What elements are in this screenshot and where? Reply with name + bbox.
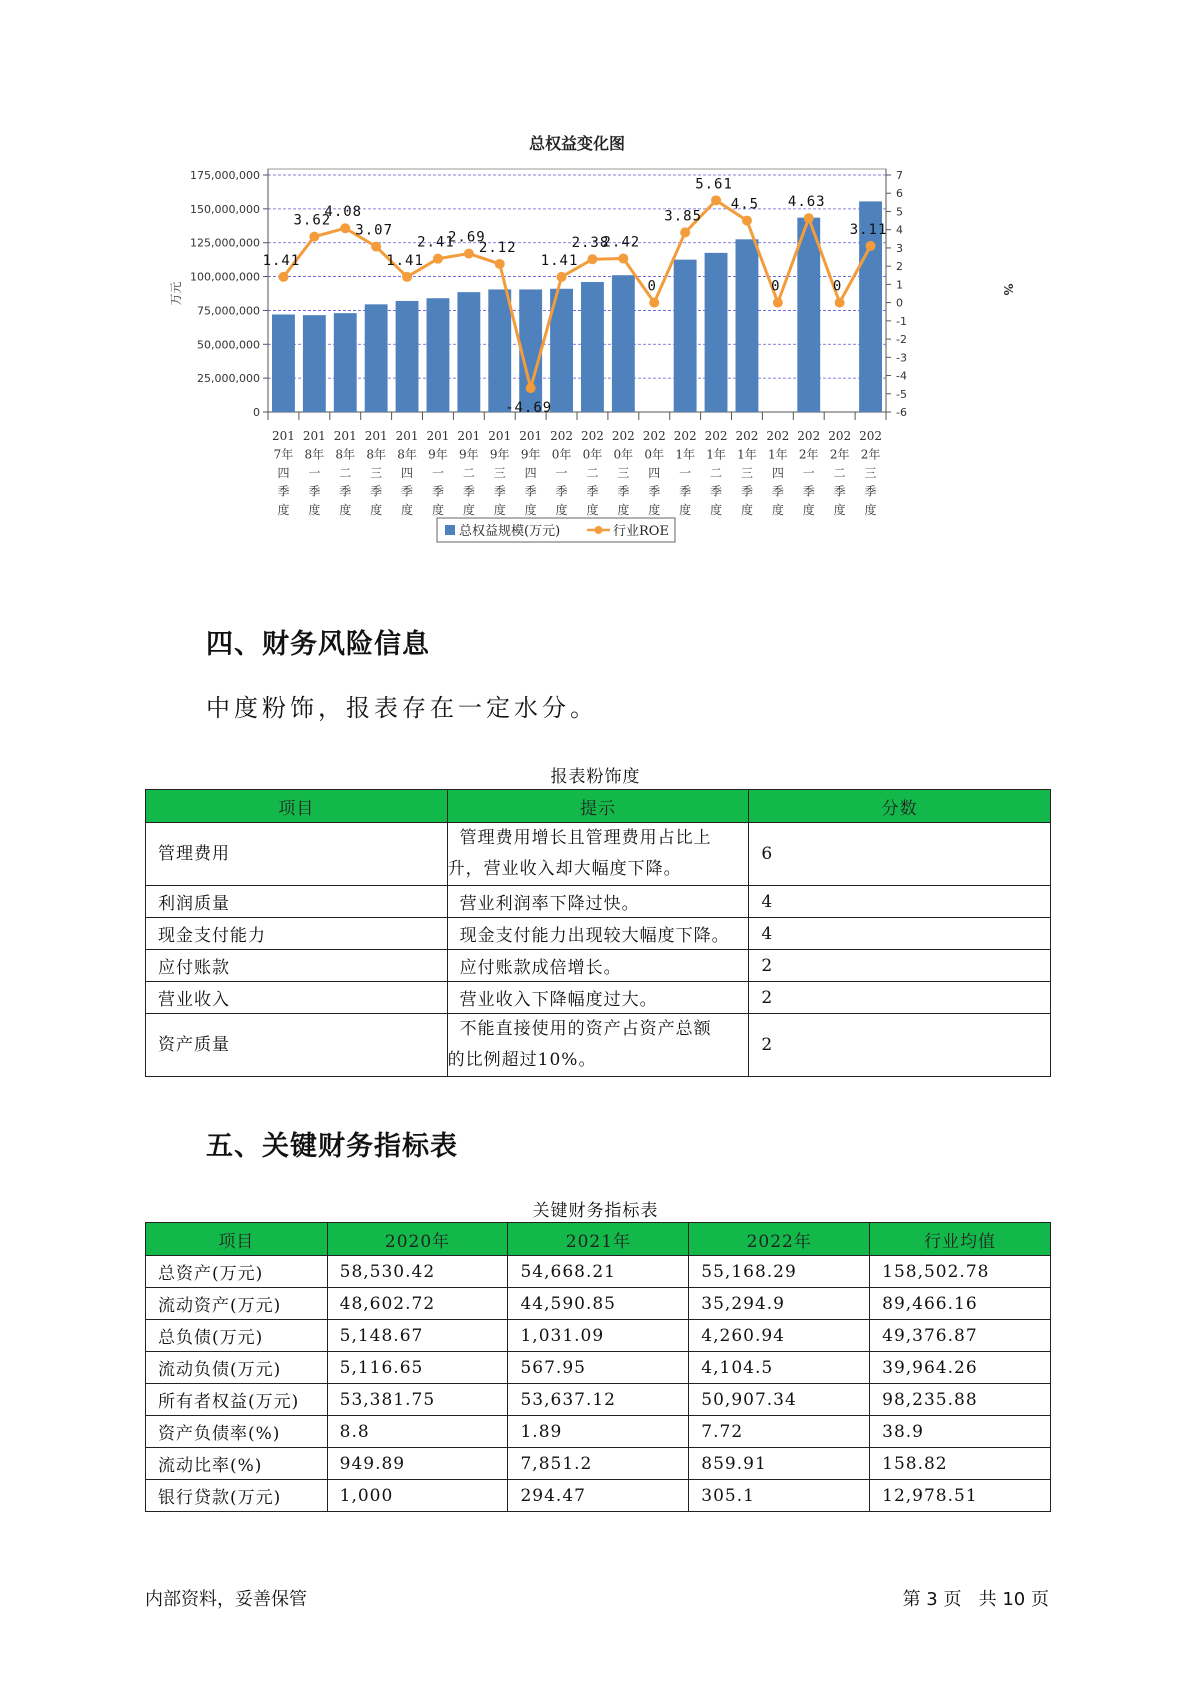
legend-line-label: 行业ROE xyxy=(613,524,669,539)
risk-hint: 营业利润率下降过快。 xyxy=(447,886,749,918)
kpi-2021: 1,031.09 xyxy=(508,1320,689,1352)
y-tick-label: 125,000,000 xyxy=(190,236,260,250)
x-tick-label: 202 xyxy=(797,429,821,443)
risk-table-caption: 报表粉饰度 xyxy=(550,767,641,787)
y-tick-label: 150,000,000 xyxy=(190,202,260,216)
x-tick-label: 度 xyxy=(524,503,537,517)
y-tick-label: 50,000,000 xyxy=(197,338,260,352)
roe-point xyxy=(309,232,319,242)
risk-header-item: 项目 xyxy=(146,790,448,823)
x-tick-label: 9年 xyxy=(489,447,510,462)
x-tick-label: 四 xyxy=(277,466,290,480)
roe-point xyxy=(680,227,690,237)
equity-bar xyxy=(272,314,295,412)
x-tick-label: 度 xyxy=(555,503,568,517)
y-tick-label: 75,000,000 xyxy=(197,304,260,318)
roe-point xyxy=(526,383,536,393)
kpi-header-2021: 2021年 xyxy=(508,1223,689,1256)
roe-data-label: 0 xyxy=(771,278,781,295)
x-tick-label: 0年 xyxy=(551,447,572,462)
x-tick-label: 202 xyxy=(673,429,697,443)
x-tick-label: 一 xyxy=(679,466,692,480)
kpi-industry: 158,502.78 xyxy=(870,1256,1051,1288)
kpi-header-item: 项目 xyxy=(146,1223,328,1256)
kpi-2022: 859.91 xyxy=(689,1448,870,1480)
kpi-industry: 12,978.51 xyxy=(870,1480,1051,1512)
risk-score: 4 xyxy=(749,918,1051,950)
risk-item: 应付账款 xyxy=(146,950,448,982)
risk-hint: 现金支付能力出现较大幅度下降。 xyxy=(447,918,749,950)
equity-chart-svg xyxy=(169,134,1015,595)
roe-point xyxy=(495,259,505,269)
x-tick-label: 8年 xyxy=(335,447,356,462)
kpi-table-body xyxy=(146,1256,1051,1512)
table-row xyxy=(146,1014,1051,1077)
chart-title: 总权益变化图 xyxy=(528,134,626,153)
risk-score: 2 xyxy=(749,982,1051,1014)
x-tick-label: 度 xyxy=(864,503,877,517)
table-row xyxy=(146,982,1051,1014)
roe-point xyxy=(773,298,783,308)
x-tick-label: 季 xyxy=(524,484,537,499)
x-tick-label: 202 xyxy=(580,429,604,443)
x-tick-label: 度 xyxy=(586,503,599,517)
table-row xyxy=(146,1256,1051,1288)
roe-data-label: 0 xyxy=(647,278,657,295)
kpi-industry: 98,235.88 xyxy=(870,1384,1051,1416)
x-tick-label: 季 xyxy=(493,484,506,499)
x-tick-label: 一 xyxy=(308,466,321,480)
x-tick-label: 8年 xyxy=(304,447,325,462)
x-tick-label: 季 xyxy=(740,484,753,499)
y2-tick-label: 5 xyxy=(896,205,903,219)
roe-point xyxy=(278,272,288,282)
y-tick-label: 175,000,000 xyxy=(190,169,260,182)
x-tick-label: 度 xyxy=(740,503,753,517)
y2-tick-label: -1 xyxy=(896,314,907,328)
x-tick-label: 季 xyxy=(710,484,723,499)
x-tick-label: 一 xyxy=(555,466,568,480)
equity-bar xyxy=(674,260,697,412)
equity-bar xyxy=(365,304,388,412)
x-tick-label: 季 xyxy=(586,484,599,499)
roe-point xyxy=(835,298,845,308)
section4-heading: 四、财务风险信息 xyxy=(206,629,430,660)
equity-bar xyxy=(705,253,728,412)
risk-score: 4 xyxy=(749,886,1051,918)
x-tick-label: 1年 xyxy=(768,447,788,462)
kpi-item: 银行贷款(万元) xyxy=(146,1480,328,1512)
x-tick-label: 201 xyxy=(457,429,481,443)
roe-point xyxy=(866,241,876,251)
x-tick-label: 202 xyxy=(766,429,790,443)
x-tick-label: 度 xyxy=(339,503,352,517)
y2-tick-label: 2 xyxy=(896,260,903,274)
x-tick-label: 202 xyxy=(642,429,666,443)
section4-summary: 中度粉饰，报表存在一定水分。 xyxy=(206,694,598,722)
x-tick-label: 四 xyxy=(401,466,414,480)
risk-hint-line: 不能直接使用的资产占资产总额 xyxy=(459,1019,712,1039)
section5-heading: 五、关键财务指标表 xyxy=(206,1131,458,1162)
kpi-industry: 89,466.16 xyxy=(870,1288,1051,1320)
kpi-header-2022: 2022年 xyxy=(689,1223,870,1256)
y2-tick-label: 3 xyxy=(896,241,903,255)
y2-tick-label: -6 xyxy=(896,406,907,419)
roe-point xyxy=(340,223,350,233)
roe-point xyxy=(649,298,659,308)
risk-hint-line: 的比例超过10%。 xyxy=(447,1050,597,1070)
x-tick-label: 201 xyxy=(426,429,450,443)
x-tick-label: 201 xyxy=(519,429,543,443)
roe-data-label: 4.5 xyxy=(730,196,760,213)
roe-point xyxy=(587,254,597,264)
x-tick-label: 三 xyxy=(370,466,383,480)
table-row xyxy=(146,1480,1051,1512)
kpi-2020: 1,000 xyxy=(327,1480,508,1512)
roe-data-label: 3.07 xyxy=(355,222,394,239)
kpi-2021: 7,851.2 xyxy=(508,1448,689,1480)
kpi-table-header-row xyxy=(146,1223,1051,1256)
x-tick-label: 度 xyxy=(648,503,661,517)
roe-data-label: 2.42 xyxy=(602,234,641,251)
x-tick-label: 202 xyxy=(859,429,883,443)
roe-data-label: 1.41 xyxy=(386,252,424,269)
x-tick-label: 1年 xyxy=(737,447,757,462)
roe-point xyxy=(371,242,381,252)
x-tick-label: 202 xyxy=(611,429,635,443)
risk-score: 6 xyxy=(749,823,1051,886)
risk-score: 2 xyxy=(749,950,1051,982)
equity-bar xyxy=(581,282,604,412)
equity-bar xyxy=(303,315,326,412)
x-tick-label: 一 xyxy=(431,466,444,480)
risk-hint: 营业收入下降幅度过大。 xyxy=(447,982,749,1014)
kpi-industry: 158.82 xyxy=(870,1448,1051,1480)
x-tick-label: 季 xyxy=(648,484,661,499)
risk-header-hint: 提示 xyxy=(447,790,749,823)
x-tick-label: 季 xyxy=(679,484,692,499)
table-row xyxy=(146,823,1051,886)
risk-score: 2 xyxy=(749,1014,1051,1077)
x-tick-label: 度 xyxy=(771,503,784,517)
x-tick-label: 一 xyxy=(802,466,815,480)
x-tick-label: 8年 xyxy=(397,447,417,462)
x-tick-label: 季 xyxy=(555,484,568,499)
kpi-2020: 949.89 xyxy=(327,1448,508,1480)
equity-bar xyxy=(488,289,511,412)
equity-bar xyxy=(427,298,450,412)
x-tick-label: 9年 xyxy=(428,447,448,462)
kpi-2021: 294.47 xyxy=(508,1480,689,1512)
kpi-2021: 1.89 xyxy=(508,1416,689,1448)
risk-item: 资产质量 xyxy=(146,1014,448,1077)
y2-tick-label: -4 xyxy=(896,369,907,383)
x-tick-label: 度 xyxy=(370,503,383,517)
kpi-2020: 58,530.42 xyxy=(327,1256,508,1288)
y2-tick-label: 4 xyxy=(896,223,903,237)
table-row xyxy=(146,1448,1051,1480)
x-tick-label: 四 xyxy=(648,466,661,480)
equity-chart xyxy=(169,134,1015,595)
x-tick-label: 201 xyxy=(364,429,388,443)
kpi-item: 流动比率(%) xyxy=(146,1448,328,1480)
roe-data-label: 2.41 xyxy=(417,234,455,251)
equity-bar xyxy=(797,218,820,412)
table-row xyxy=(146,1384,1051,1416)
roe-data-label: 2.12 xyxy=(478,239,517,256)
x-tick-label: 四 xyxy=(524,466,537,480)
x-tick-label: 度 xyxy=(277,503,290,517)
x-tick-label: 度 xyxy=(431,503,444,517)
roe-point xyxy=(464,249,474,259)
x-tick-label: 0年 xyxy=(582,447,603,462)
x-tick-label: 季 xyxy=(277,484,290,499)
x-tick-label: 度 xyxy=(710,503,723,517)
x-tick-label: 季 xyxy=(771,484,784,499)
kpi-2022: 35,294.9 xyxy=(689,1288,870,1320)
kpi-2022: 4,260.94 xyxy=(689,1320,870,1352)
roe-point xyxy=(557,272,567,282)
table-row xyxy=(146,1352,1051,1384)
x-tick-label: 0年 xyxy=(613,447,634,462)
roe-data-label: 3.11 xyxy=(849,221,888,238)
kpi-industry: 38.9 xyxy=(870,1416,1051,1448)
risk-item: 管理费用 xyxy=(146,823,448,886)
kpi-table xyxy=(145,1222,1051,1512)
equity-bar xyxy=(396,301,419,412)
kpi-2020: 8.8 xyxy=(327,1416,508,1448)
x-tick-label: 202 xyxy=(828,429,852,443)
x-tick-label: 度 xyxy=(493,503,506,517)
y2-axis-label: % xyxy=(1001,283,1015,296)
roe-data-label: 2.38 xyxy=(571,235,610,252)
x-tick-label: 二 xyxy=(462,466,475,480)
kpi-header-industry: 行业均值 xyxy=(870,1223,1051,1256)
x-tick-label: 季 xyxy=(401,484,414,499)
x-tick-label: 季 xyxy=(339,484,352,499)
roe-data-label: 5.61 xyxy=(695,176,733,193)
risk-table-header-row xyxy=(146,790,1051,823)
x-tick-label: 201 xyxy=(488,429,512,443)
y-axis-label: 万元 xyxy=(169,281,183,306)
roe-point xyxy=(711,195,721,205)
risk-item: 利润质量 xyxy=(146,886,448,918)
kpi-2022: 7.72 xyxy=(689,1416,870,1448)
x-tick-label: 202 xyxy=(704,429,728,443)
y2-tick-label: -2 xyxy=(896,333,907,347)
kpi-2020: 48,602.72 xyxy=(327,1288,508,1320)
risk-hint xyxy=(447,823,749,886)
x-tick-label: 1年 xyxy=(675,447,695,462)
roe-data-label: 1.41 xyxy=(262,252,301,269)
x-tick-label: 季 xyxy=(864,484,877,499)
x-tick-label: 度 xyxy=(833,503,846,517)
y-tick-label: 0 xyxy=(253,406,260,419)
x-tick-label: 二 xyxy=(339,466,352,480)
y-tick-label: 25,000,000 xyxy=(197,372,260,386)
x-tick-label: 四 xyxy=(771,466,784,480)
risk-hint-line: 升，营业收入却大幅度下降。 xyxy=(447,859,682,879)
kpi-2021: 567.95 xyxy=(508,1352,689,1384)
roe-data-label: 3.62 xyxy=(293,212,332,229)
roe-point xyxy=(742,216,752,226)
x-tick-label: 季 xyxy=(833,484,846,499)
kpi-2022: 50,907.34 xyxy=(689,1384,870,1416)
kpi-item: 流动负债(万元) xyxy=(146,1352,328,1384)
legend-line-marker xyxy=(595,526,603,534)
roe-point xyxy=(618,253,628,263)
kpi-item: 资产负债率(%) xyxy=(146,1416,328,1448)
x-tick-label: 1年 xyxy=(706,447,726,462)
x-tick-label: 季 xyxy=(462,484,475,499)
y2-tick-label: 7 xyxy=(896,169,903,182)
footer-confidential: 内部资料，妥善保管 xyxy=(145,1589,307,1610)
x-tick-label: 201 xyxy=(395,429,419,443)
x-tick-label: 度 xyxy=(617,503,630,517)
x-tick-label: 2年 xyxy=(798,447,819,462)
x-tick-label: 9年 xyxy=(459,447,479,462)
y-tick-label: 100,000,000 xyxy=(190,270,260,284)
table-row xyxy=(146,1416,1051,1448)
roe-data-label: -4.69 xyxy=(505,400,553,417)
x-tick-label: 三 xyxy=(617,466,630,480)
roe-data-label: 2.69 xyxy=(447,229,486,246)
kpi-item: 总负债(万元) xyxy=(146,1320,328,1352)
kpi-industry: 39,964.26 xyxy=(870,1352,1051,1384)
kpi-2021: 53,637.12 xyxy=(508,1384,689,1416)
kpi-2021: 44,590.85 xyxy=(508,1288,689,1320)
x-tick-label: 2年 xyxy=(829,447,850,462)
equity-bar xyxy=(334,313,357,412)
kpi-item: 总资产(万元) xyxy=(146,1256,328,1288)
x-tick-label: 0年 xyxy=(644,447,665,462)
x-tick-label: 202 xyxy=(735,429,759,443)
roe-data-label: 3.85 xyxy=(664,208,703,225)
x-tick-label: 三 xyxy=(740,466,753,480)
risk-item: 营业收入 xyxy=(146,982,448,1014)
kpi-header-2020: 2020年 xyxy=(327,1223,508,1256)
roe-data-label: 1.41 xyxy=(540,252,579,269)
x-tick-label: 9年 xyxy=(520,447,541,462)
kpi-item: 流动资产(万元) xyxy=(146,1288,328,1320)
equity-bar xyxy=(736,239,759,412)
x-tick-label: 季 xyxy=(431,484,444,499)
kpi-2022: 4,104.5 xyxy=(689,1352,870,1384)
x-tick-label: 度 xyxy=(308,503,321,517)
roe-point xyxy=(402,272,412,282)
kpi-2020: 5,148.67 xyxy=(327,1320,508,1352)
y2-tick-label: 1 xyxy=(896,278,903,292)
x-tick-label: 二 xyxy=(833,466,846,480)
kpi-2021: 54,668.21 xyxy=(508,1256,689,1288)
table-row xyxy=(146,886,1051,918)
kpi-2022: 55,168.29 xyxy=(689,1256,870,1288)
x-tick-label: 2年 xyxy=(860,447,881,462)
roe-data-label: 0 xyxy=(832,278,843,295)
equity-bar xyxy=(612,275,635,412)
x-tick-label: 8年 xyxy=(366,447,386,462)
y2-tick-label: 0 xyxy=(896,296,903,310)
risk-hint xyxy=(447,1014,749,1077)
x-tick-label: 季 xyxy=(370,484,383,499)
x-tick-label: 三 xyxy=(493,466,506,480)
equity-bar xyxy=(457,292,480,412)
roe-data-label: 4.63 xyxy=(787,194,826,211)
table-row xyxy=(146,1320,1051,1352)
roe-point xyxy=(804,213,814,223)
kpi-2020: 5,116.65 xyxy=(327,1352,508,1384)
risk-header-score: 分数 xyxy=(749,790,1051,823)
risk-hint-line: 管理费用增长且管理费用占比上 xyxy=(459,828,712,848)
kpi-2020: 53,381.75 xyxy=(327,1384,508,1416)
roe-point xyxy=(433,254,443,264)
table-row xyxy=(146,918,1051,950)
x-tick-label: 度 xyxy=(802,503,815,517)
y2-tick-label: -5 xyxy=(896,387,907,401)
x-tick-label: 201 xyxy=(271,429,295,443)
kpi-table-caption: 关键财务指标表 xyxy=(532,1201,659,1221)
table-row xyxy=(146,950,1051,982)
x-tick-label: 季 xyxy=(802,484,815,499)
x-tick-label: 7年 xyxy=(273,447,294,462)
x-tick-label: 二 xyxy=(710,466,723,480)
kpi-2022: 305.1 xyxy=(689,1480,870,1512)
kpi-item: 所有者权益(万元) xyxy=(146,1384,328,1416)
legend-bar-label: 总权益规模(万元) xyxy=(459,524,561,539)
kpi-industry: 49,376.87 xyxy=(870,1320,1051,1352)
x-tick-label: 201 xyxy=(333,429,357,443)
x-tick-label: 度 xyxy=(462,503,475,517)
x-tick-label: 季 xyxy=(617,484,630,499)
risk-item: 现金支付能力 xyxy=(146,918,448,950)
table-row xyxy=(146,1288,1051,1320)
x-tick-label: 202 xyxy=(550,429,574,443)
roe-data-label: 4.08 xyxy=(324,204,363,221)
x-tick-label: 度 xyxy=(401,503,414,517)
x-tick-label: 二 xyxy=(586,466,599,480)
risk-table xyxy=(145,789,1051,1077)
x-tick-label: 季 xyxy=(308,484,321,499)
legend-bar-swatch xyxy=(445,525,455,535)
x-tick-label: 三 xyxy=(864,466,877,480)
x-tick-label: 度 xyxy=(679,503,692,517)
risk-hint: 应付账款成倍增长。 xyxy=(447,950,749,982)
footer-page-number: 第 3 页 共 10 页 xyxy=(902,1589,1049,1610)
y2-tick-label: 6 xyxy=(896,187,903,201)
x-tick-label: 201 xyxy=(302,429,326,443)
y2-tick-label: -3 xyxy=(896,351,907,365)
